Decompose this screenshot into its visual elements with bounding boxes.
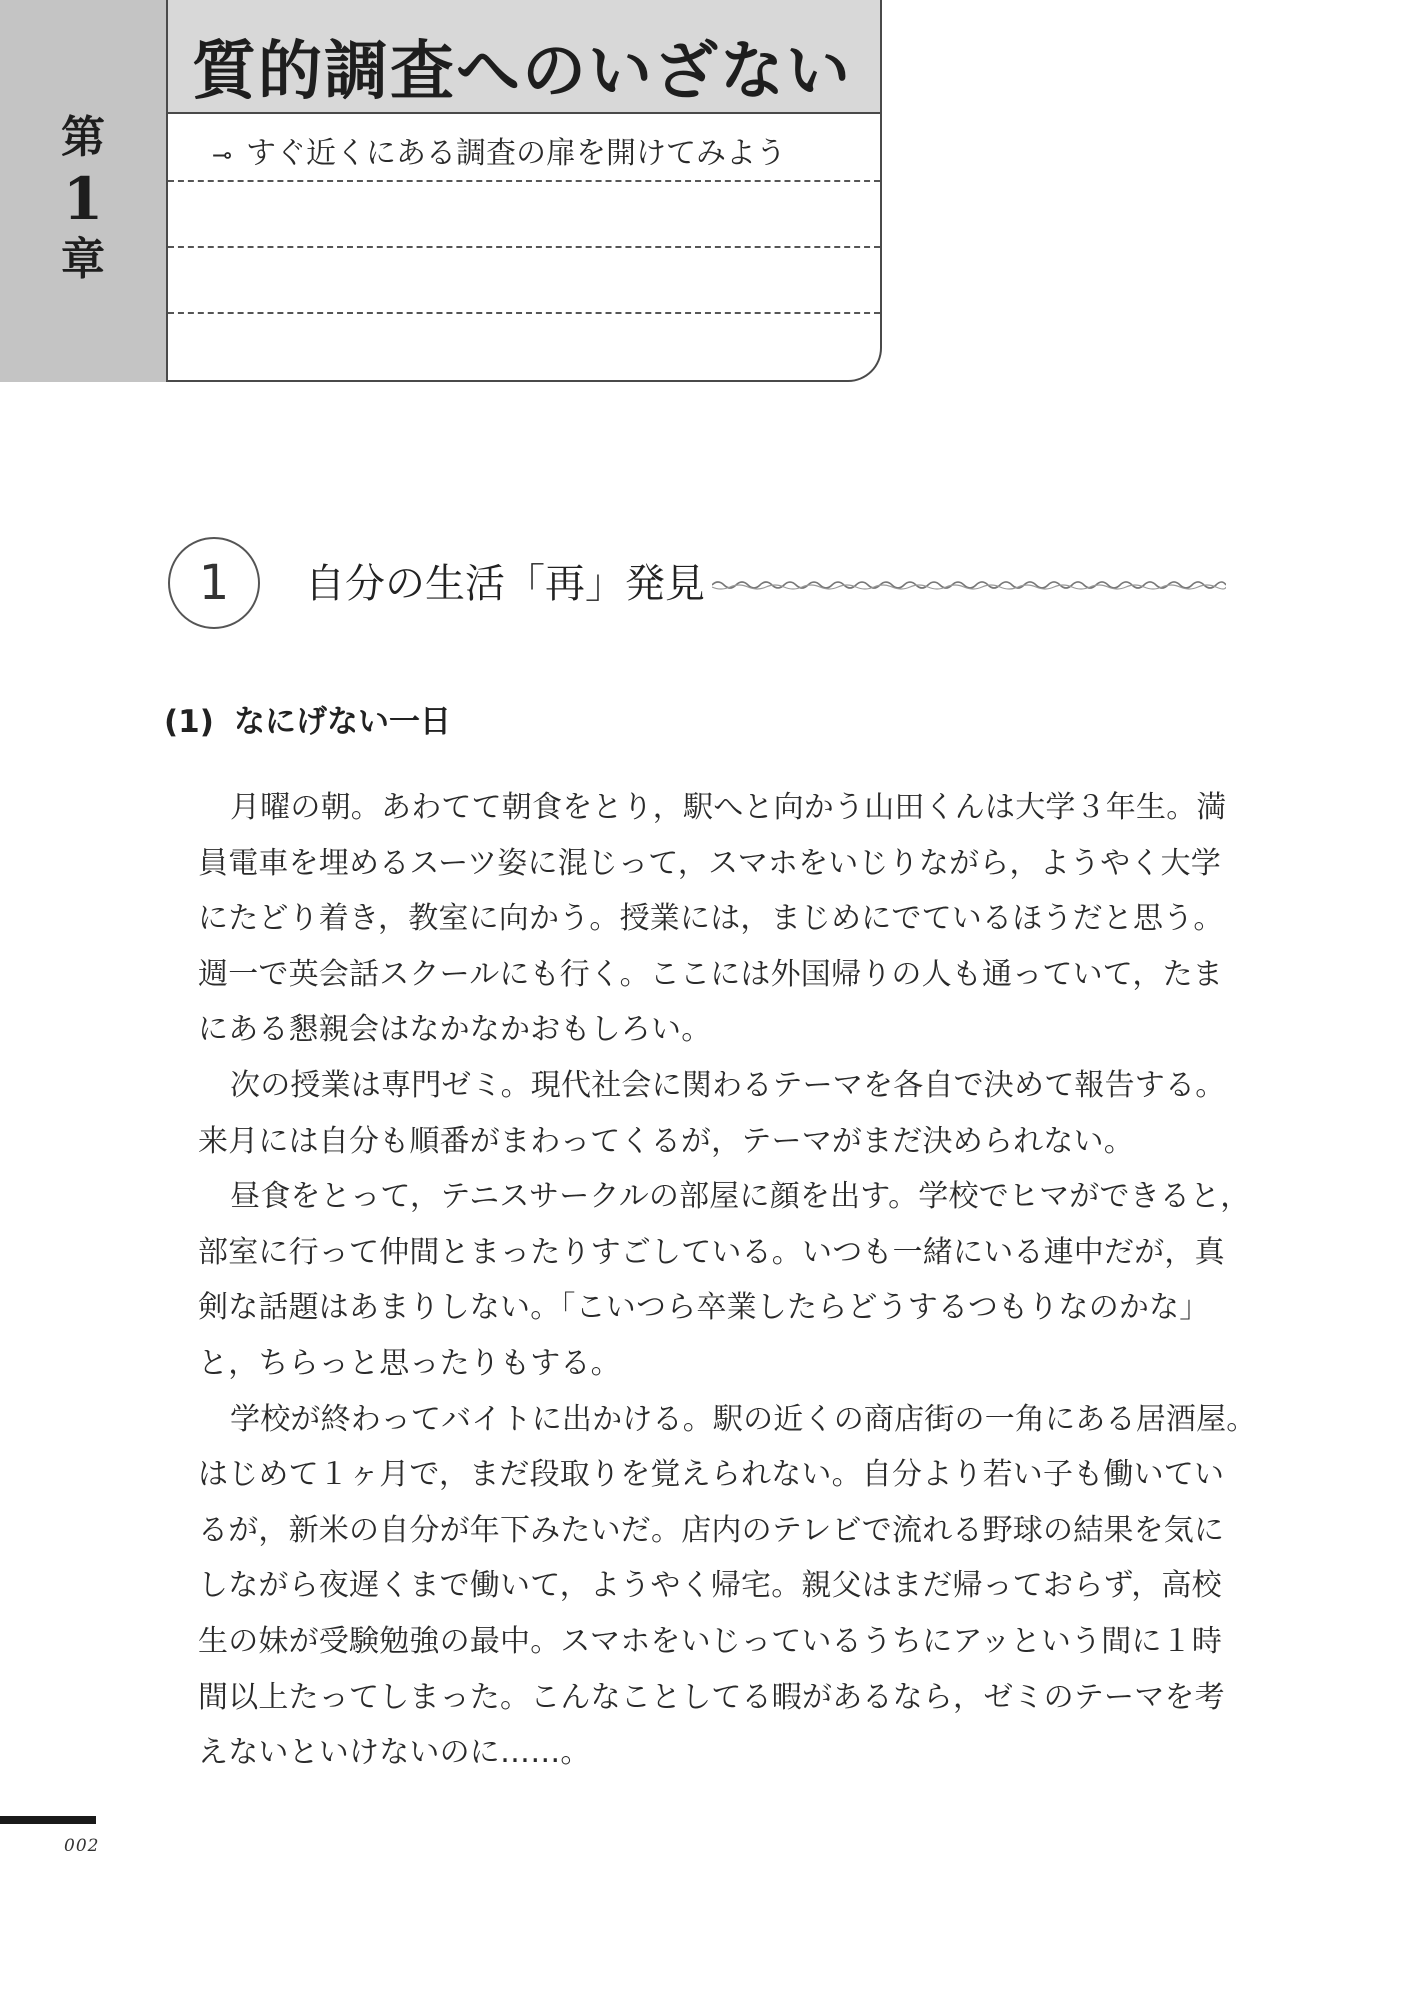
- body-line: 間以上たってしまった。こんなことしてる暇があるなら，ゼミのテーマを考: [198, 1679, 1225, 1715]
- chapter-tab: [0, 0, 168, 382]
- chapter-label: [0, 110, 166, 288]
- chapter-label-bottom: 章: [61, 234, 105, 285]
- chapter-title-box: [168, 0, 882, 382]
- body-line: 剣な話題はあまりしない。「こいつら卒業したらどうするつもりなのかな」: [198, 1290, 1210, 1326]
- dashed-divider: [168, 312, 880, 314]
- page-number: 002: [64, 1836, 100, 1856]
- body-line: 部室に行って仲間とまったりすごしている。いつも一緒にいる連中だが，真: [198, 1234, 1225, 1270]
- body-line: るが，新米の自分が年下みたいだ。店内のテレビで流れる野球の結果を気に: [198, 1512, 1225, 1548]
- body-text: [198, 780, 1257, 1781]
- page-number-rule: [0, 1816, 96, 1824]
- body-line: にある懇親会はなかなかおもしろい。: [198, 1012, 712, 1048]
- chapter-subtitle: すぐ近くにある調査の扉を開けてみよう: [246, 136, 786, 171]
- chapter-label-top: 第: [61, 112, 105, 163]
- body-line: 員電車を埋めるスーツ姿に混じって，スマホをいじりながら，ようやく大学: [198, 845, 1221, 881]
- ornament-divider-icon: [712, 578, 1226, 592]
- subsection-number: (1): [164, 704, 214, 740]
- dashed-divider: [168, 180, 880, 182]
- chapter-number: 1: [62, 165, 104, 233]
- chapter-title: 質的調査へのいざない: [192, 35, 852, 109]
- body-line: 来月には自分も順番がまわってくるが，テーマがまだ決められない。: [198, 1123, 1134, 1159]
- body-line: 生の妹が受験勉強の最中。スマホをいじっているうちにアッという間に１時: [198, 1623, 1223, 1659]
- section-title: 自分の生活「再」発見: [305, 561, 705, 607]
- section-number-circle: 1: [168, 537, 260, 629]
- body-line: 学校が終わってバイトに出かける。駅の近くの商店街の一角にある居酒屋。: [230, 1401, 1257, 1437]
- body-line: と，ちらっと思ったりもする。: [198, 1345, 621, 1381]
- body-line: 次の授業は専門ゼミ。現代社会に関わるテーマを各自で決めて報告する。: [230, 1067, 1226, 1103]
- dashed-divider: [168, 246, 880, 248]
- pointer-arrow-icon: ⊸: [212, 141, 233, 169]
- subsection-heading: [164, 700, 451, 744]
- body-line: にたどり着き，教室に向かう。授業には，まじめにでているほうだと思う。: [198, 901, 1224, 937]
- body-line: 週一で英会話スクールにも行く。ここには外国帰りの人も通っていて，たま: [198, 956, 1223, 992]
- body-line: しながら夜遅くまで働いて，ようやく帰宅。親父はまだ帰っておらず，高校: [198, 1568, 1222, 1604]
- body-line: はじめて１ヶ月で，まだ段取りを覚えられない。自分より若い子も働いてい: [198, 1457, 1225, 1493]
- chapter-subtitle-row: [212, 134, 786, 175]
- body-line: 月曜の朝。あわてて朝食をとり，駅へと向かう山田くんは大学３年生。満: [230, 790, 1227, 825]
- chapter-title-band: [168, 0, 880, 114]
- subsection-title: なにげない一日: [234, 704, 451, 740]
- body-line: 昼食をとって，テニスサークルの部屋に顔を出す。学校でヒマができると，: [230, 1179, 1251, 1215]
- body-line: えないといけないのに……。: [198, 1735, 591, 1771]
